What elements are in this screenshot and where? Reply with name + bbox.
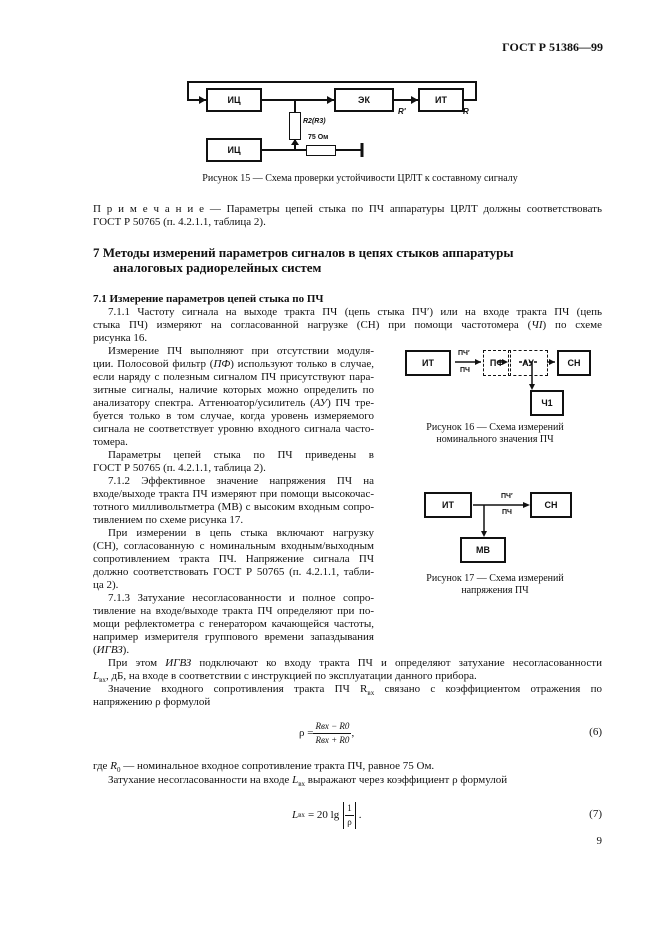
pparams-l1: Параметры цепей стыка по ПЧ приведены в bbox=[108, 449, 374, 461]
pigvz-l1a: При этом bbox=[108, 657, 166, 669]
pwhere-a: где bbox=[93, 760, 111, 772]
ohm-label: 75 Ом bbox=[308, 134, 329, 141]
figure-17-caption-2: напряжения ПЧ bbox=[461, 585, 529, 596]
r2-label: R2(R3) bbox=[303, 118, 326, 125]
patt-a: Затухание несогласованности на входе bbox=[108, 774, 293, 786]
p711-line-3: рисунка 16. bbox=[93, 332, 148, 344]
fig17-mv-box: МВ bbox=[460, 537, 506, 563]
page-number: 9 bbox=[596, 835, 602, 847]
ic-top-box: ИЦ bbox=[206, 88, 262, 112]
fig17-it-box: ИТ bbox=[424, 492, 472, 518]
figure-15-caption: Рисунок 15 — Схема проверки устойчивости ЦРЛТ к составному сигналу bbox=[202, 173, 518, 184]
pload-l5: ца 2). bbox=[93, 579, 119, 591]
pigvz-l2s: вх bbox=[99, 676, 106, 685]
p713-l4: например измерителя группового времени запаздывания bbox=[93, 631, 374, 643]
pmeas-l2a: ции. Полосовой фильтр ( bbox=[93, 358, 214, 370]
r-label: R bbox=[463, 107, 469, 116]
ic-bottom-box: ИЦ bbox=[206, 138, 262, 162]
p711-l2b: ) по схеме bbox=[542, 319, 602, 331]
pmeas-l8: томера. bbox=[93, 436, 128, 448]
formula-7-den: ρ bbox=[347, 817, 352, 827]
fig16-pf-box: ПФ bbox=[483, 350, 511, 376]
pimp-l1s: вх bbox=[367, 689, 375, 698]
p713-l2: тивление на входе/выходе тракта ПЧ определяют при по- bbox=[93, 605, 374, 617]
p712-l2: входе/выходе тракта ПЧ измеряют при помощи высокочас- bbox=[93, 488, 374, 500]
fig16-au-box: АУ bbox=[508, 350, 548, 376]
pmeas-l5i: АУ bbox=[313, 397, 328, 409]
fig17-sn-box: СН bbox=[530, 492, 572, 518]
patt-i: L bbox=[292, 774, 299, 786]
p712-l1: 7.1.2 Эффективное значение напряжения ПЧ на bbox=[108, 475, 374, 487]
r-prime-label: R' bbox=[398, 107, 406, 116]
fig16-ch1-box: Ч1 bbox=[530, 390, 564, 416]
fig16-pch: ПЧ bbox=[460, 367, 470, 374]
figure-16-caption-1: Рисунок 16 — Схема измерений bbox=[426, 422, 564, 433]
pmeas-l4: зитные сигналы, наличие которых можно определить по bbox=[93, 384, 374, 396]
p713-l5i: ИГВЗ bbox=[96, 644, 123, 656]
note-label: П р и м е ч а н и е bbox=[93, 203, 204, 215]
pimp-l1a: Значение входного сопротивления тракта ПЧ R bbox=[108, 683, 368, 695]
pigvz-l2b: , дБ, на входе в соответствии с инструкцией по эксплуатации данного прибора. bbox=[105, 670, 477, 682]
section-7-title-line-2: аналоговых радиорелейных систем bbox=[113, 260, 322, 275]
pmeas-l5b: ) ПЧ тре- bbox=[327, 397, 374, 409]
pmeas-l6: буется только в том случае, когда уровень измеряемого bbox=[93, 410, 374, 422]
pparams-l2: ГОСТ Р 50765 (п. 4.2.1.1, таблица 2). bbox=[93, 462, 266, 474]
p713-l1: 7.1.3 Затухание несогласованности и полное сопро- bbox=[108, 592, 374, 604]
page-header: ГОСТ Р 51386—99 bbox=[502, 40, 603, 54]
pigvz-l1b: подключают ко входу тракта ПЧ и определяют затухание несогласованности bbox=[191, 657, 602, 669]
formula-6-lhs: ρ = bbox=[299, 727, 314, 739]
formula-6-tail: , bbox=[351, 727, 355, 739]
formula-7-sub: вх bbox=[298, 811, 305, 819]
pload-l1: При измерении в цепь стыка включают нагрузку bbox=[108, 527, 374, 539]
section-7-title-line-1: 7 Методы измерений параметров сигналов в цепях стыков аппаратуры bbox=[93, 245, 514, 260]
pwhere-s: 0 bbox=[116, 766, 121, 775]
ek-box: ЭК bbox=[334, 88, 394, 112]
figure-17-caption-1: Рисунок 17 — Схема измерений bbox=[426, 573, 564, 584]
section-7-1-title: 7.1 Измерение параметров цепей стыка по ПЧ bbox=[93, 293, 324, 305]
pimp-l1b: связано с коэффициентом отражения по bbox=[374, 683, 602, 695]
p712-l3: тотного милливольтметра (МВ) с высоким входным сопро- bbox=[93, 501, 374, 513]
figure-16-caption-2: номинального значения ПЧ bbox=[436, 434, 554, 445]
pload-l4: должно соответствовать ГОСТ Р 50765 (п. 4.2.1.1, табли- bbox=[93, 566, 374, 578]
note-line-2: ГОСТ Р 50765 (п. 4.2.1.1, таблица 2). bbox=[93, 216, 266, 228]
formula-6-number: (6) bbox=[589, 726, 602, 738]
p711-l2i: ЧI bbox=[531, 319, 543, 331]
p711-line-1: 7.1.1 Частоту сигнала на выходе тракта ПЧ (цепь стыка ПЧ′) или на входе тракта ПЧ (цепь bbox=[108, 306, 602, 318]
pmeas-l7: сигнала не соответствует уровню входного сигнала часто- bbox=[93, 423, 374, 435]
pmeas-l1: Измерение ПЧ выполняют при отсутствии модуля- bbox=[108, 345, 374, 357]
p713-l3: мощи рефлектометра с генератором качающейся частоты, bbox=[93, 618, 374, 630]
p713-l5: (ИГВЗ). bbox=[93, 644, 130, 656]
pload-l3: сопротивлением тракта ПЧ. Напряжение сигнала ПЧ bbox=[93, 553, 374, 565]
pmeas-l5a: анализатору спектра. Аттенюатор/усилитель ( bbox=[93, 397, 314, 409]
fig16-it-box: ИТ bbox=[405, 350, 451, 376]
pmeas-l2i: ПФ bbox=[213, 358, 231, 370]
pigvz-l2a: L bbox=[93, 670, 100, 682]
p711-l2: стыка ПЧ) измеряют на согласованной нагрузке (СН) при помощи частотомера ( bbox=[93, 319, 532, 331]
p712-l4: тивлением по схеме рисунка 17. bbox=[93, 514, 244, 526]
pmeas-l2b: ) используют только в случае, bbox=[230, 358, 374, 370]
formula-6-den: Rвх + R0 bbox=[315, 735, 350, 745]
pimp-l2: напряжению ρ формулой bbox=[93, 696, 211, 708]
it-box: ИТ bbox=[418, 88, 464, 112]
patt-s: вх bbox=[298, 780, 305, 789]
pload-l2: (СН), согласованную с номинальным входным/выходным bbox=[93, 540, 374, 552]
formula-7-num: 1 bbox=[345, 802, 354, 816]
fig17-pch-prime: ПЧ′ bbox=[501, 493, 513, 500]
pwhere-b: — номинальное входное сопротивление тракта ПЧ, равное 75 Ом. bbox=[120, 760, 435, 772]
fig17-pch: ПЧ bbox=[502, 509, 512, 516]
pwhere-i: R bbox=[110, 760, 117, 772]
fig16-sn-box: СН bbox=[557, 350, 591, 376]
formula-7-number: (7) bbox=[589, 808, 602, 820]
formula-7-l: L bbox=[292, 809, 299, 821]
fig16-pch-prime: ПЧ′ bbox=[458, 350, 470, 357]
note-text-1: — Параметры цепей стыка по ПЧ аппаратуры ЦРЛТ должны соответствовать bbox=[209, 203, 602, 215]
formula-6-num: Rвх − R0 bbox=[313, 720, 351, 734]
pigvz-l1i: ИГВЗ bbox=[165, 657, 192, 669]
figure-17-caption bbox=[395, 573, 595, 597]
pmeas-l3: если наряду с полезным сигналом ПЧ присутствуют пара- bbox=[93, 371, 374, 383]
patt-b: выражают через коэффициент ρ формулой bbox=[305, 774, 508, 786]
formula-7-lhs: = 20 lg bbox=[307, 809, 340, 821]
formula-7-tail: . bbox=[358, 809, 362, 821]
